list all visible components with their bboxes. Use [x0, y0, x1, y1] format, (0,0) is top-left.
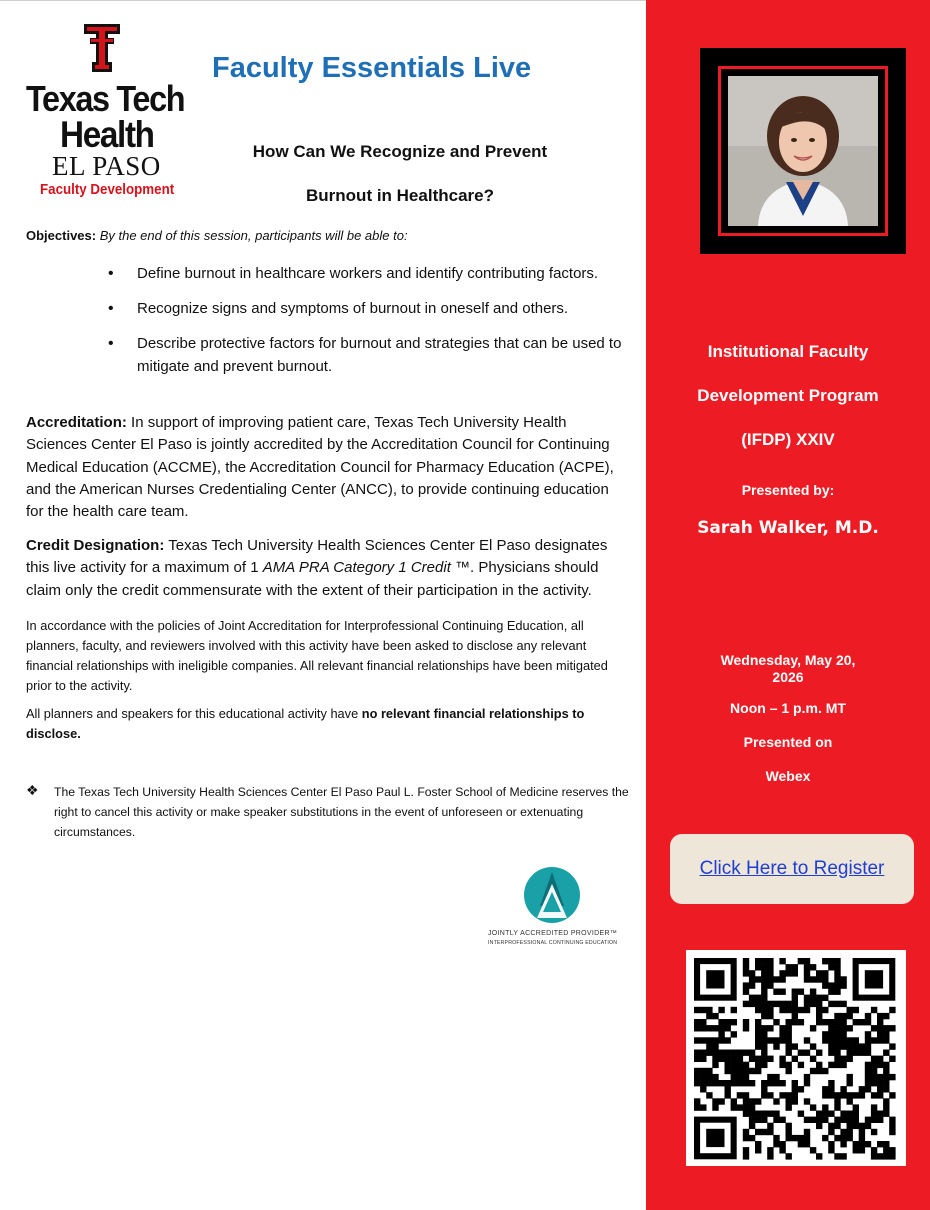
disclosure-statement-text: All planners and speakers for this educational activity have [26, 706, 362, 721]
jointly-accredited-logo [488, 866, 616, 956]
program-name-line3: (IFDP) XXIV [741, 430, 835, 449]
register-link[interactable]: Click Here to Register [699, 858, 885, 879]
disclosure-policy: In accordance with the policies of Joint Accreditation for Interprofessional Continuing Education, all planners, faculty, and reviewers involved with this activity have been asked to disclose any relevant financial relationships with ineligible companies. All relevant financial relationships have been mitigated prior to the activity. [26, 618, 608, 693]
program-name-line2: Development Program [697, 386, 879, 405]
credit-text-italic: AMA PRA Category 1 Credit ™ [262, 559, 471, 577]
logo-text-health: Health [60, 114, 154, 155]
qr-code-icon[interactable] [686, 950, 906, 1166]
credit-text-after: . Physicians should claim only the credit commensurate with the extent of their participation in the activity. [26, 559, 599, 599]
credit-text-before: Texas Tech University Health Sciences Center El Paso designates this live activity for a maximum of 1 [26, 537, 608, 577]
objective-item: • Define burnout in healthcare workers and identify contributing factors. [108, 262, 628, 285]
logo-text-texas-tech: Texas Tech [26, 78, 185, 119]
objectives-label: Objectives: [26, 228, 97, 243]
credit-label: Credit Designation: [26, 537, 165, 554]
logo-text-el-paso: EL PASO [52, 151, 161, 181]
program-name [660, 330, 916, 462]
session-title-line2: Burnout in Healthcare? [306, 186, 494, 205]
objectives-intro-text: By the end of this session, participants will be able to: [99, 228, 408, 243]
event-date [660, 652, 916, 686]
accreditation-text: In support of improving patient care, Texas Tech University Health Sciences Center El Paso is jointly accredited by the Accreditation Council for Continuing Medical Education (ACCME), the Accreditation Council for Pharmacy Education (ACPE), and the American Nurses Credentialing Center (ANCC), to provide continuing education for the health care team. [26, 414, 614, 521]
disclosure-statement [26, 704, 630, 744]
diamond-bullet-icon: ❖ [26, 782, 39, 798]
page-title: Faculty Essentials Live [212, 52, 532, 84]
event-date-line2: 2026 [772, 669, 804, 685]
interprofessional-ce-text: INTERPROFESSIONAL CONTINUING EDUCATION [488, 940, 618, 946]
program-name-line1: Institutional Faculty [707, 342, 869, 361]
credit-designation-paragraph [26, 535, 630, 602]
objective-item: • Recognize signs and symptoms of burnout in oneself and others. [108, 297, 628, 320]
event-time: Noon – 1 p.m. MT [730, 700, 846, 716]
presenter-name: Sarah Walker, M.D. [697, 518, 879, 538]
page-top-border [0, 0, 646, 1]
event-platform: Webex [765, 768, 811, 784]
objectives-list [108, 262, 628, 390]
register-button[interactable] [670, 834, 914, 904]
disclosure-statement-bold: no relevant financial relationships to disclose. [26, 706, 585, 741]
double-t-icon [82, 22, 122, 74]
presenter-photo [728, 76, 878, 226]
jointly-accredited-text: JOINTLY ACCREDITED PROVIDER™ [488, 930, 618, 937]
objective-item: • Describe protective factors for burnout and strategies that can be used to mitigate and prevent burnout. [108, 332, 628, 378]
session-title-line1: How Can We Recognize and Prevent [252, 142, 548, 161]
presented-on-label: Presented on [743, 734, 833, 750]
ttuhsc-logo [22, 18, 192, 203]
logo-text-faculty-development: Faculty Development [40, 182, 175, 198]
jointly-accredited-icon [523, 866, 581, 924]
accreditation-label: Accreditation: [26, 414, 127, 431]
presented-by-label: Presented by: [741, 482, 835, 498]
accreditation-paragraph [26, 412, 630, 523]
event-date-line1: Wednesday, May 20, [720, 652, 856, 668]
cancellation-notice-text: The Texas Tech University Health Sciences Center El Paso Paul L. Foster School of Medicine reserves the right to cancel this activity or make speaker substitutions in the event of unforeseen or extenuating circumstances. [54, 785, 629, 839]
objectives-intro [26, 228, 408, 243]
